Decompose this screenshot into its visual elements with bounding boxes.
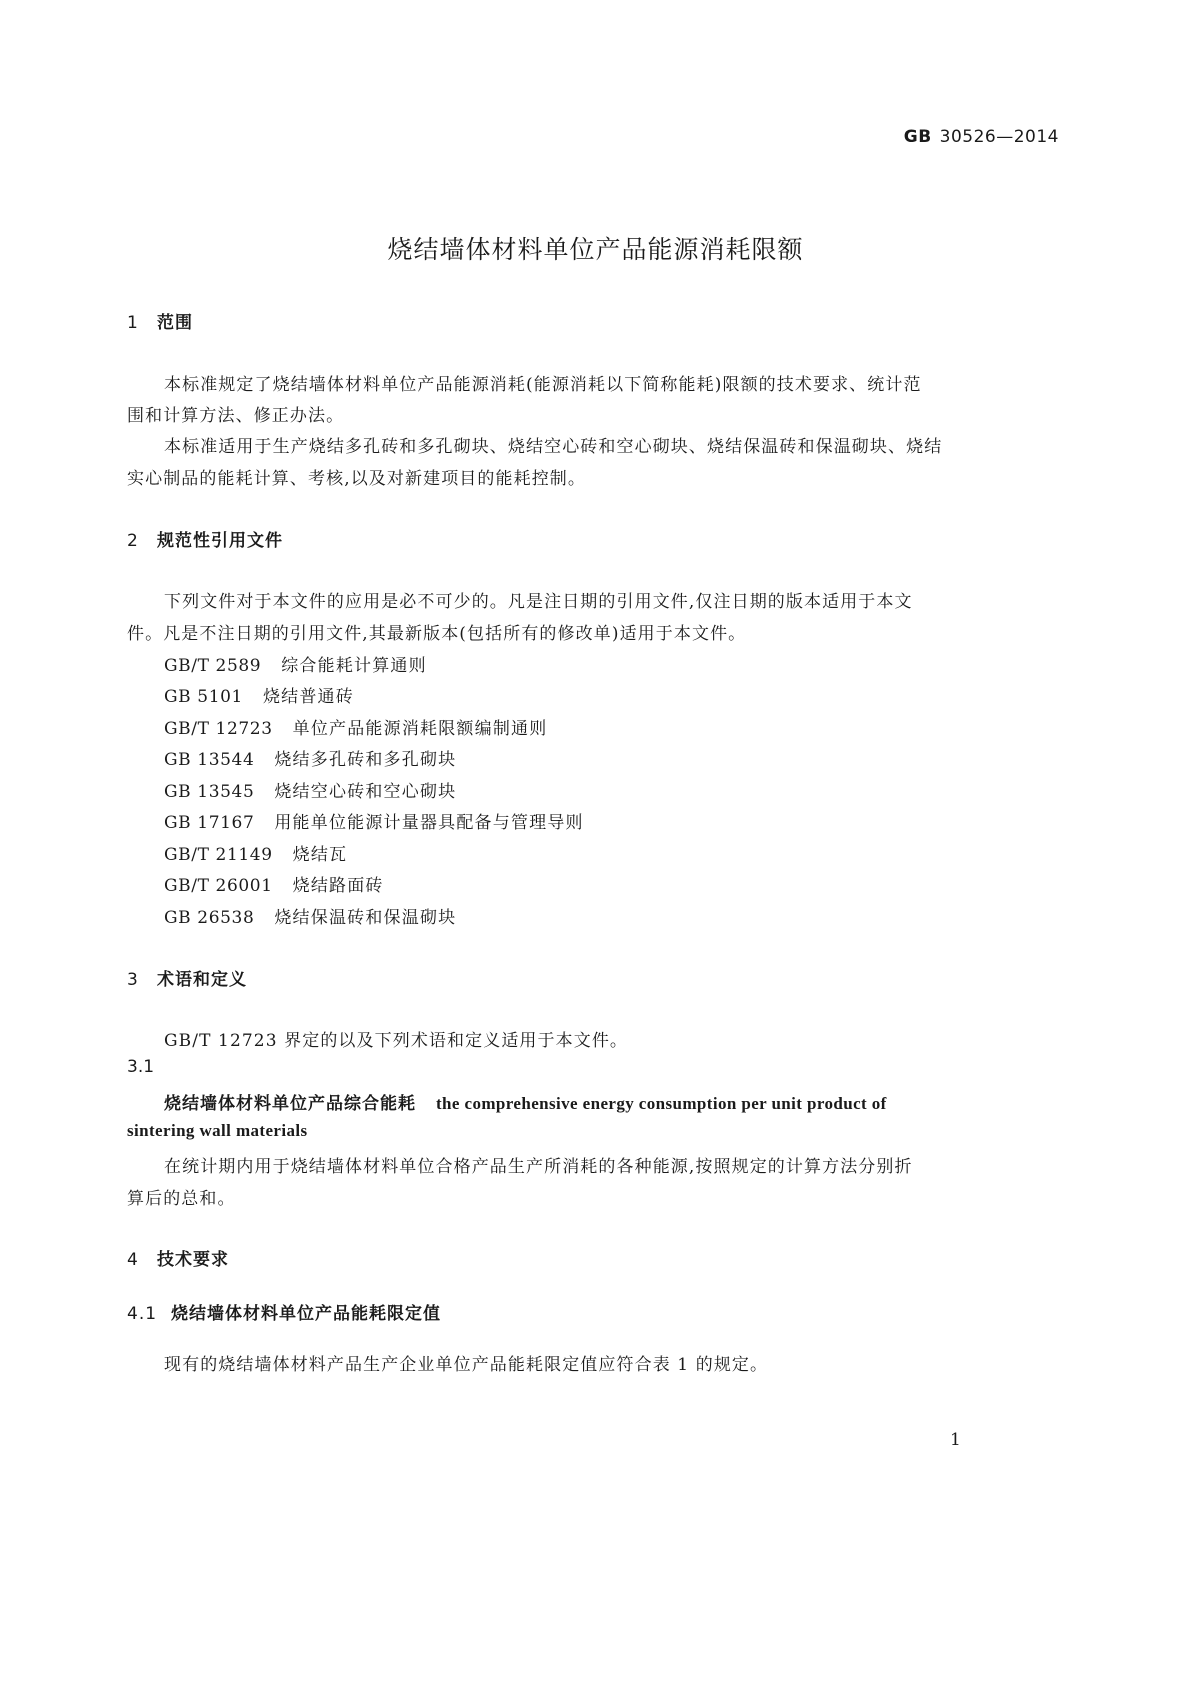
reference-item: [164, 903, 456, 928]
reference-code: GB 17167: [164, 813, 255, 833]
reference-title: 综合能耗计算通则: [281, 656, 427, 676]
page-number: 1: [950, 1430, 961, 1450]
reference-title: 烧结多孔砖和多孔砌块: [274, 750, 457, 770]
reference-item: [164, 651, 427, 676]
section-2-heading: [127, 526, 283, 551]
section-2-para-line-1: 下列文件对于本文件的应用是必不可少的。凡是注日期的引用文件,仅注日期的版本适用于本文: [164, 592, 913, 612]
section-1-title: 范围: [157, 313, 193, 333]
reference-item: [164, 871, 384, 896]
reference-code: GB/T 2589: [164, 656, 262, 676]
section-1-para-1-line-1: 本标准规定了烧结墙体材料单位产品能源消耗(能源消耗以下简称能耗)限额的技术要求、统计范: [164, 375, 922, 395]
reference-title: 烧结路面砖: [292, 876, 384, 896]
reference-item: [164, 745, 456, 770]
reference-title: 烧结保温砖和保温砌块: [274, 908, 457, 928]
subsection-4-1-title: 烧结墙体材料单位产品能耗限定值: [171, 1304, 441, 1324]
reference-title: 烧结普通砖: [262, 687, 354, 707]
term-chinese: 烧结墙体材料单位产品综合能耗: [164, 1094, 416, 1114]
reference-code: GB 13545: [164, 782, 255, 802]
reference-code: GB/T 26001: [164, 876, 273, 896]
standard-prefix: GB: [903, 127, 932, 147]
reference-item: [164, 840, 347, 865]
section-4-1-paragraph: 现有的烧结墙体材料产品生产企业单位产品能耗限定值应符合表 1 的规定。: [164, 1355, 769, 1375]
term-english: the comprehensive energy consumption per unit product of: [436, 1094, 887, 1113]
section-1-para-2-line-1: 本标准适用于生产烧结多孔砖和多孔砌块、烧结空心砖和空心砌块、烧结保温砖和保温砌块、烧结: [164, 437, 943, 457]
section-3-number: 3: [127, 970, 139, 990]
standard-number: [904, 127, 1059, 147]
term-entry: [164, 1089, 887, 1114]
subsection-4-1-heading: [127, 1299, 441, 1324]
subsection-4-1-number: 4.1: [127, 1304, 158, 1324]
section-2-title: 规范性引用文件: [157, 531, 283, 551]
section-4-number: 4: [127, 1250, 139, 1270]
section-4-title: 技术要求: [157, 1250, 229, 1270]
section-3-heading: [127, 965, 247, 990]
clause-3-1-number: 3.1: [127, 1057, 155, 1077]
reference-title: 用能单位能源计量器具配备与管理导则: [274, 813, 584, 833]
reference-code: GB/T 21149: [164, 845, 273, 865]
section-2-number: 2: [127, 531, 139, 551]
reference-code: GB/T 12723: [164, 719, 273, 739]
reference-code: GB 26538: [164, 908, 255, 928]
section-2-para-line-2: 件。凡是不注日期的引用文件,其最新版本(包括所有的修改单)适用于本文件。: [127, 624, 747, 644]
document-title: 烧结墙体材料单位产品能源消耗限额: [387, 235, 804, 264]
standard-code: 30526—2014: [939, 127, 1059, 147]
reference-item: [164, 682, 354, 707]
section-1-para-1-line-2: 围和计算方法、修正办法。: [127, 406, 345, 426]
reference-item: [164, 777, 456, 802]
term-definition-line-2: 算后的总和。: [127, 1189, 236, 1209]
section-1-heading: [127, 308, 193, 333]
section-1-number: 1: [127, 313, 139, 333]
section-3-title: 术语和定义: [157, 970, 247, 990]
reference-code: GB 13544: [164, 750, 255, 770]
reference-item: [164, 714, 547, 739]
reference-title: 单位产品能源消耗限额编制通则: [292, 719, 548, 739]
term-definition-line-1: 在统计期内用于烧结墙体材料单位合格产品生产所消耗的各种能源,按照规定的计算方法分别折: [164, 1157, 913, 1177]
reference-title: 烧结空心砖和空心砌块: [274, 782, 457, 802]
section-4-heading: [127, 1245, 229, 1270]
reference-item: [164, 808, 584, 833]
section-3-intro: GB/T 12723 界定的以及下列术语和定义适用于本文件。: [164, 1031, 629, 1051]
term-english-continued: sintering wall materials: [127, 1121, 308, 1140]
section-1-para-2-line-2: 实心制品的能耗计算、考核,以及对新建项目的能耗控制。: [127, 469, 587, 489]
reference-title: 烧结瓦: [292, 845, 348, 865]
reference-code: GB 5101: [164, 687, 243, 707]
